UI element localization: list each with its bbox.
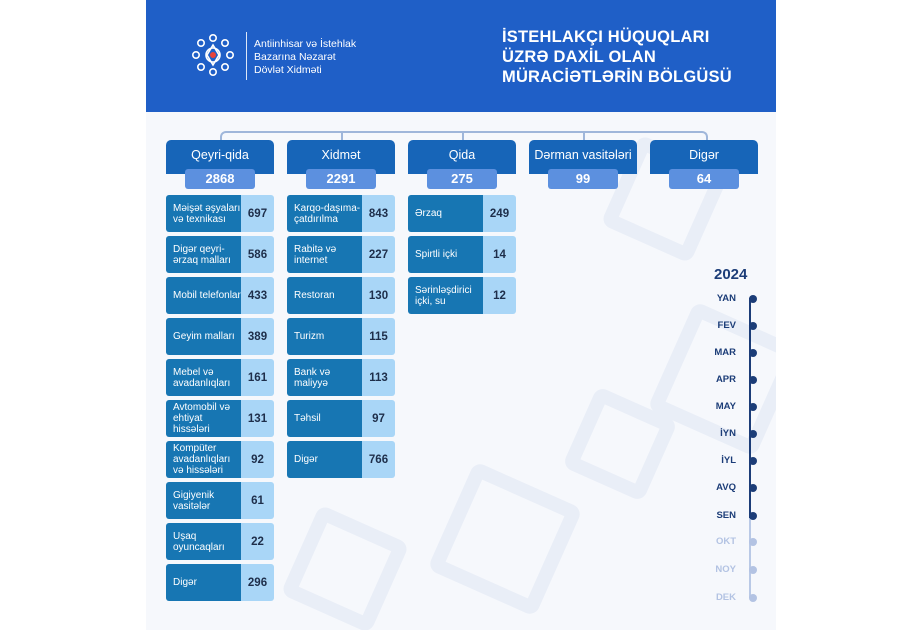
logo-divider	[246, 32, 247, 80]
list-item	[287, 318, 395, 355]
category-name: Xidmət	[287, 140, 395, 174]
background-shape	[427, 461, 583, 617]
list-item	[287, 400, 395, 437]
list-item	[166, 195, 274, 232]
month-label: İYL	[721, 455, 736, 466]
month-dot-icon	[749, 484, 757, 492]
month-dot-icon	[749, 376, 757, 384]
organization-name-line: Antiinhisar və İstehlak	[254, 38, 357, 50]
item-value: 113	[362, 359, 395, 396]
item-value: 131	[241, 400, 274, 437]
item-value: 130	[362, 277, 395, 314]
category-derman-vasiteleri	[529, 140, 637, 189]
organization-name-line: Dövlət Xidməti	[254, 64, 322, 76]
item-label: Ərzaq	[408, 195, 483, 232]
list-item	[408, 236, 516, 273]
item-value: 92	[241, 441, 274, 478]
page-title-line: MÜRACİƏTLƏRİN BÖLGÜSÜ	[502, 68, 732, 86]
item-label: Spirtli içki	[408, 236, 483, 273]
list-item	[287, 359, 395, 396]
category-name: Dərman vasitələri	[529, 140, 637, 174]
list-item	[166, 482, 274, 519]
month-dot-icon	[749, 566, 757, 574]
category-diger	[650, 140, 758, 189]
page-title	[502, 27, 732, 87]
month-label: MAR	[714, 347, 736, 358]
category-items-qida	[408, 195, 516, 318]
category-items-xidmet	[287, 195, 395, 482]
category-name: Qida	[408, 140, 516, 174]
month-dot-icon	[749, 594, 757, 602]
item-label: Məişət əşyaları və texnikası	[166, 195, 241, 232]
header-banner	[146, 0, 776, 112]
category-qida	[408, 140, 516, 189]
item-value: 697	[241, 195, 274, 232]
month-label: AVQ	[716, 482, 736, 493]
item-value: 12	[483, 277, 516, 314]
item-label: Uşaq oyuncaqları	[166, 523, 241, 560]
month-dot-icon	[749, 403, 757, 411]
month-label: OKT	[715, 536, 736, 547]
month-dot-icon	[749, 538, 757, 546]
page-title-line: İSTEHLAKÇI HÜQUQLARI	[502, 28, 710, 46]
list-item	[166, 441, 274, 478]
category-name: Qeyri-qida	[166, 140, 274, 174]
list-item	[287, 195, 395, 232]
month-dot-icon	[749, 457, 757, 465]
item-value: 14	[483, 236, 516, 273]
category-items-qeyri-qida	[166, 195, 274, 605]
item-value: 296	[241, 564, 274, 601]
item-label: Sərinləşdirici içki, su	[408, 277, 483, 314]
category-name: Digər	[650, 140, 758, 174]
month-label: NOY	[715, 564, 736, 575]
month-dot-icon	[749, 349, 757, 357]
item-label: Gigiyenik vasitələr	[166, 482, 241, 519]
item-label: Mobil telefonlar	[166, 277, 241, 314]
item-label: Mebel və avadanlıqları	[166, 359, 241, 396]
category-qeyri-qida	[166, 140, 274, 189]
timeline-month	[706, 563, 758, 577]
timeline-year: 2024	[714, 266, 748, 283]
agency-emblem-icon	[188, 30, 238, 80]
month-label: FEV	[717, 320, 736, 331]
timeline-month	[706, 292, 758, 306]
list-item	[166, 400, 274, 437]
list-item	[166, 523, 274, 560]
month-label: DEK	[715, 592, 736, 603]
timeline-month	[706, 373, 758, 387]
item-label: Rabitə və internet	[287, 236, 362, 273]
timeline-month	[706, 509, 758, 523]
month-dot-icon	[749, 512, 757, 520]
month-label: SEN	[716, 510, 736, 521]
infographic-poster	[146, 0, 776, 630]
month-label: İYN	[720, 428, 736, 439]
category-total: 2291	[306, 169, 376, 189]
list-item	[287, 236, 395, 273]
item-value: 22	[241, 523, 274, 560]
category-total: 99	[548, 169, 618, 189]
list-item	[408, 195, 516, 232]
item-label: Bank və maliyyə	[287, 359, 362, 396]
item-label: Restoran	[287, 277, 362, 314]
timeline-month	[706, 591, 758, 605]
item-value: 249	[483, 195, 516, 232]
category-xidmet	[287, 140, 395, 189]
background-shape	[280, 504, 409, 630]
item-value: 586	[241, 236, 274, 273]
organization-name-line: Bazarına Nəzarət	[254, 51, 336, 63]
timeline-month	[706, 400, 758, 414]
month-dot-icon	[749, 295, 757, 303]
item-label: Təhsil	[287, 400, 362, 437]
list-item	[408, 277, 516, 314]
item-label: Digər qeyri-ərzaq malları	[166, 236, 241, 273]
category-total: 275	[427, 169, 497, 189]
item-value: 161	[241, 359, 274, 396]
category-total: 64	[669, 169, 739, 189]
item-label: Digər	[166, 564, 241, 601]
timeline-month	[706, 481, 758, 495]
list-item	[166, 564, 274, 601]
item-value: 115	[362, 318, 395, 355]
month-dot-icon	[749, 430, 757, 438]
item-label: Geyim malları	[166, 318, 241, 355]
list-item	[166, 236, 274, 273]
item-value: 227	[362, 236, 395, 273]
item-label: Digər	[287, 441, 362, 478]
item-value: 61	[241, 482, 274, 519]
month-dot-icon	[749, 322, 757, 330]
list-item	[166, 359, 274, 396]
category-total: 2868	[185, 169, 255, 189]
list-item	[166, 277, 274, 314]
timeline-line-future	[749, 518, 751, 598]
month-label: MAY	[715, 401, 736, 412]
timeline-month	[706, 427, 758, 441]
timeline-month	[706, 319, 758, 333]
item-label: Karqo-daşıma-çatdırılma	[287, 195, 362, 232]
item-value: 433	[241, 277, 274, 314]
month-label: YAN	[716, 293, 736, 304]
item-value: 843	[362, 195, 395, 232]
item-label: Kompüter avadanlıqları və hissələri	[166, 441, 241, 478]
list-item	[287, 441, 395, 478]
item-value: 389	[241, 318, 274, 355]
item-value: 97	[362, 400, 395, 437]
timeline-month	[706, 454, 758, 468]
list-item	[166, 318, 274, 355]
organization-name	[254, 38, 356, 77]
item-label: Turizm	[287, 318, 362, 355]
item-value: 766	[362, 441, 395, 478]
item-label: Avtomobil və ehtiyat hissələri	[166, 400, 241, 437]
timeline-month	[706, 535, 758, 549]
month-label: APR	[715, 374, 736, 385]
timeline-month	[706, 346, 758, 360]
page-title-line: ÜZRƏ DAXİL OLAN	[502, 48, 657, 66]
list-item	[287, 277, 395, 314]
